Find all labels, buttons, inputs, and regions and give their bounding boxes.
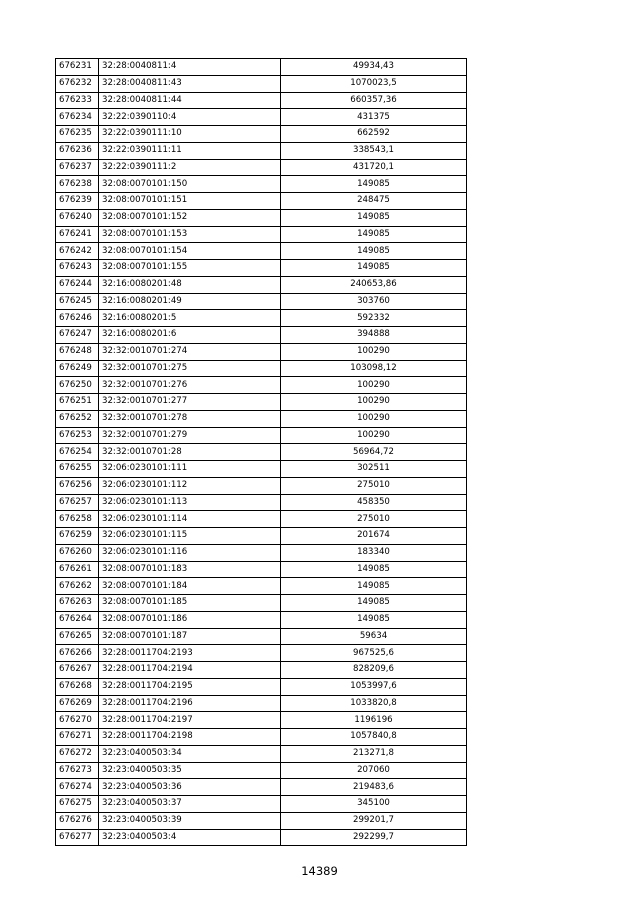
table-row [56,226,467,243]
row-number-cell: 676256 [56,477,99,494]
table-body [56,59,467,846]
cadastral-number-cell: 32:06:0230101:115 [99,528,281,545]
cadastral-number-cell: 32:28:0011704:2194 [99,662,281,679]
row-number-cell: 676255 [56,461,99,478]
cadastral-value-cell: 1070023,5 [281,75,467,92]
cadastral-number-cell: 32:23:0400503:37 [99,796,281,813]
cadastral-value-cell: 299201,7 [281,812,467,829]
cadastral-number-cell: 32:32:0010701:278 [99,410,281,427]
cadastral-value-cell: 275010 [281,511,467,528]
row-number-cell: 676271 [56,729,99,746]
cadastral-number-cell: 32:28:0011704:2193 [99,645,281,662]
row-number-cell: 676235 [56,126,99,143]
cadastral-value-cell: 431375 [281,109,467,126]
table-row [56,310,467,327]
cadastral-number-cell: 32:32:0010701:276 [99,377,281,394]
row-number-cell: 676242 [56,243,99,260]
cadastral-number-cell: 32:22:0390111:2 [99,159,281,176]
cadastral-number-cell: 32:08:0070101:154 [99,243,281,260]
cadastral-number-cell: 32:32:0010701:274 [99,343,281,360]
row-number-cell: 676267 [56,662,99,679]
row-number-cell: 676251 [56,394,99,411]
cadastral-value-cell: 1196196 [281,712,467,729]
row-number-cell: 676247 [56,327,99,344]
row-number-cell: 676232 [56,75,99,92]
cadastral-number-cell: 32:06:0230101:111 [99,461,281,478]
cadastral-number-cell: 32:08:0070101:185 [99,595,281,612]
cadastral-value-cell: 149085 [281,243,467,260]
cadastral-value-cell: 149085 [281,226,467,243]
cadastral-number-cell: 32:23:0400503:4 [99,829,281,846]
row-number-cell: 676249 [56,360,99,377]
table-row [56,327,467,344]
cadastral-value-cell: 100290 [281,410,467,427]
cadastral-number-cell: 32:06:0230101:113 [99,494,281,511]
row-number-cell: 676240 [56,209,99,226]
table-row [56,628,467,645]
table-row [56,578,467,595]
table-row [56,779,467,796]
table-row [56,209,467,226]
row-number-cell: 676263 [56,595,99,612]
row-number-cell: 676254 [56,444,99,461]
row-number-cell: 676273 [56,762,99,779]
row-number-cell: 676248 [56,343,99,360]
row-number-cell: 676234 [56,109,99,126]
cadastral-value-cell: 303760 [281,293,467,310]
row-number-cell: 676260 [56,544,99,561]
table-row [56,695,467,712]
row-number-cell: 676250 [56,377,99,394]
cadastral-value-cell: 1057840,8 [281,729,467,746]
row-number-cell: 676237 [56,159,99,176]
cadastral-value-cell: 345100 [281,796,467,813]
cadastral-number-cell: 32:32:0010701:279 [99,427,281,444]
table-row [56,59,467,76]
table-row [56,595,467,612]
row-number-cell: 676236 [56,142,99,159]
table-row [56,645,467,662]
row-number-cell: 676259 [56,528,99,545]
cadastral-value-cell: 103098,12 [281,360,467,377]
cadastral-number-cell: 32:28:0011704:2196 [99,695,281,712]
cadastral-number-cell: 32:22:0390110:4 [99,109,281,126]
cadastral-value-cell: 100290 [281,343,467,360]
cadastral-value-cell: 458350 [281,494,467,511]
table-row [56,410,467,427]
table-row [56,729,467,746]
row-number-cell: 676246 [56,310,99,327]
cadastral-number-cell: 32:06:0230101:114 [99,511,281,528]
cadastral-value-cell: 149085 [281,595,467,612]
cadastral-number-cell: 32:16:0080201:6 [99,327,281,344]
cadastral-value-cell: 100290 [281,377,467,394]
cadastral-value-cell: 149085 [281,176,467,193]
table-row [56,142,467,159]
row-number-cell: 676243 [56,260,99,277]
cadastral-value-cell: 828209,6 [281,662,467,679]
row-number-cell: 676252 [56,410,99,427]
cadastral-number-cell: 32:06:0230101:116 [99,544,281,561]
cadastral-value-cell: 1033820,8 [281,695,467,712]
table-row [56,276,467,293]
row-number-cell: 676241 [56,226,99,243]
table-row [56,260,467,277]
cadastral-number-cell: 32:28:0011704:2197 [99,712,281,729]
cadastral-number-cell: 32:28:0011704:2198 [99,729,281,746]
table-row [56,176,467,193]
cadastral-value-cell: 1053997,6 [281,678,467,695]
table-row [56,461,467,478]
row-number-cell: 676270 [56,712,99,729]
cadastral-value-cell: 149085 [281,260,467,277]
page-number: 14389 [301,864,338,878]
cadastral-value-cell: 100290 [281,427,467,444]
table-row [56,343,467,360]
cadastral-value-cell: 219483,6 [281,779,467,796]
row-number-cell: 676268 [56,678,99,695]
table-row [56,360,467,377]
cadastral-value-cell: 431720,1 [281,159,467,176]
cadastral-value-cell: 213271,8 [281,745,467,762]
cadastral-number-cell: 32:23:0400503:36 [99,779,281,796]
row-number-cell: 676244 [56,276,99,293]
table-row [56,377,467,394]
cadastral-value-cell: 292299,7 [281,829,467,846]
table-row [56,662,467,679]
table-row [56,829,467,846]
cadastral-number-cell: 32:28:0040811:4 [99,59,281,76]
cadastral-number-cell: 32:22:0390111:11 [99,142,281,159]
cadastral-number-cell: 32:08:0070101:184 [99,578,281,595]
row-number-cell: 676253 [56,427,99,444]
cadastral-number-cell: 32:32:0010701:277 [99,394,281,411]
cadastral-number-cell: 32:16:0080201:48 [99,276,281,293]
table-row [56,611,467,628]
row-number-cell: 676274 [56,779,99,796]
cadastral-number-cell: 32:08:0070101:151 [99,193,281,210]
cadastral-number-cell: 32:08:0070101:150 [99,176,281,193]
cadastral-value-cell: 149085 [281,561,467,578]
table-row [56,394,467,411]
cadastral-value-cell: 207060 [281,762,467,779]
cadastral-value-cell: 100290 [281,394,467,411]
cadastral-number-cell: 32:28:0040811:44 [99,92,281,109]
row-number-cell: 676239 [56,193,99,210]
cadastral-number-cell: 32:08:0070101:187 [99,628,281,645]
cadastral-value-cell: 275010 [281,477,467,494]
table-row [56,745,467,762]
table-row [56,528,467,545]
row-number-cell: 676258 [56,511,99,528]
table-row [56,109,467,126]
cadastral-value-cell: 201674 [281,528,467,545]
cadastral-number-cell: 32:16:0080201:5 [99,310,281,327]
table-row [56,92,467,109]
table-row [56,193,467,210]
cadastral-value-cell: 592332 [281,310,467,327]
row-number-cell: 676257 [56,494,99,511]
cadastral-value-cell: 56964,72 [281,444,467,461]
cadastral-number-cell: 32:23:0400503:35 [99,762,281,779]
table-row [56,511,467,528]
cadastral-value-cell: 302511 [281,461,467,478]
table-row [56,796,467,813]
row-number-cell: 676266 [56,645,99,662]
cadastral-number-cell: 32:08:0070101:152 [99,209,281,226]
table-row [56,243,467,260]
row-number-cell: 676245 [56,293,99,310]
row-number-cell: 676233 [56,92,99,109]
cadastral-number-cell: 32:08:0070101:153 [99,226,281,243]
row-number-cell: 676276 [56,812,99,829]
table-row [56,75,467,92]
cadastral-value-cell: 183340 [281,544,467,561]
cadastral-number-cell: 32:32:0010701:275 [99,360,281,377]
table-row [56,427,467,444]
cadastral-number-cell: 32:23:0400503:34 [99,745,281,762]
table-row [56,444,467,461]
table-row [56,812,467,829]
cadastral-number-cell: 32:32:0010701:28 [99,444,281,461]
cadastral-number-cell: 32:23:0400503:39 [99,812,281,829]
table-row [56,712,467,729]
row-number-cell: 676231 [56,59,99,76]
table-row [56,159,467,176]
row-number-cell: 676277 [56,829,99,846]
row-number-cell: 676238 [56,176,99,193]
table-row [56,762,467,779]
row-number-cell: 676275 [56,796,99,813]
cadastral-value-cell: 149085 [281,578,467,595]
cadastral-value-table [55,58,467,846]
table-row [56,477,467,494]
cadastral-number-cell: 32:16:0080201:49 [99,293,281,310]
table-row [56,293,467,310]
table-row [56,678,467,695]
cadastral-number-cell: 32:08:0070101:155 [99,260,281,277]
cadastral-number-cell: 32:28:0040811:43 [99,75,281,92]
cadastral-value-cell: 338543,1 [281,142,467,159]
cadastral-value-cell: 967525,6 [281,645,467,662]
row-number-cell: 676265 [56,628,99,645]
table-row [56,494,467,511]
row-number-cell: 676272 [56,745,99,762]
table-row [56,544,467,561]
cadastral-value-cell: 240653,86 [281,276,467,293]
cadastral-value-cell: 59634 [281,628,467,645]
row-number-cell: 676264 [56,611,99,628]
cadastral-value-cell: 662592 [281,126,467,143]
cadastral-number-cell: 32:28:0011704:2195 [99,678,281,695]
cadastral-value-cell: 248475 [281,193,467,210]
cadastral-number-cell: 32:08:0070101:186 [99,611,281,628]
cadastral-value-cell: 660357,36 [281,92,467,109]
table-row [56,126,467,143]
table-row [56,561,467,578]
cadastral-value-cell: 149085 [281,611,467,628]
cadastral-value-cell: 49934,43 [281,59,467,76]
cadastral-number-cell: 32:22:0390111:10 [99,126,281,143]
row-number-cell: 676269 [56,695,99,712]
row-number-cell: 676261 [56,561,99,578]
row-number-cell: 676262 [56,578,99,595]
cadastral-value-cell: 149085 [281,209,467,226]
cadastral-number-cell: 32:08:0070101:183 [99,561,281,578]
cadastral-value-cell: 394888 [281,327,467,344]
cadastral-number-cell: 32:06:0230101:112 [99,477,281,494]
